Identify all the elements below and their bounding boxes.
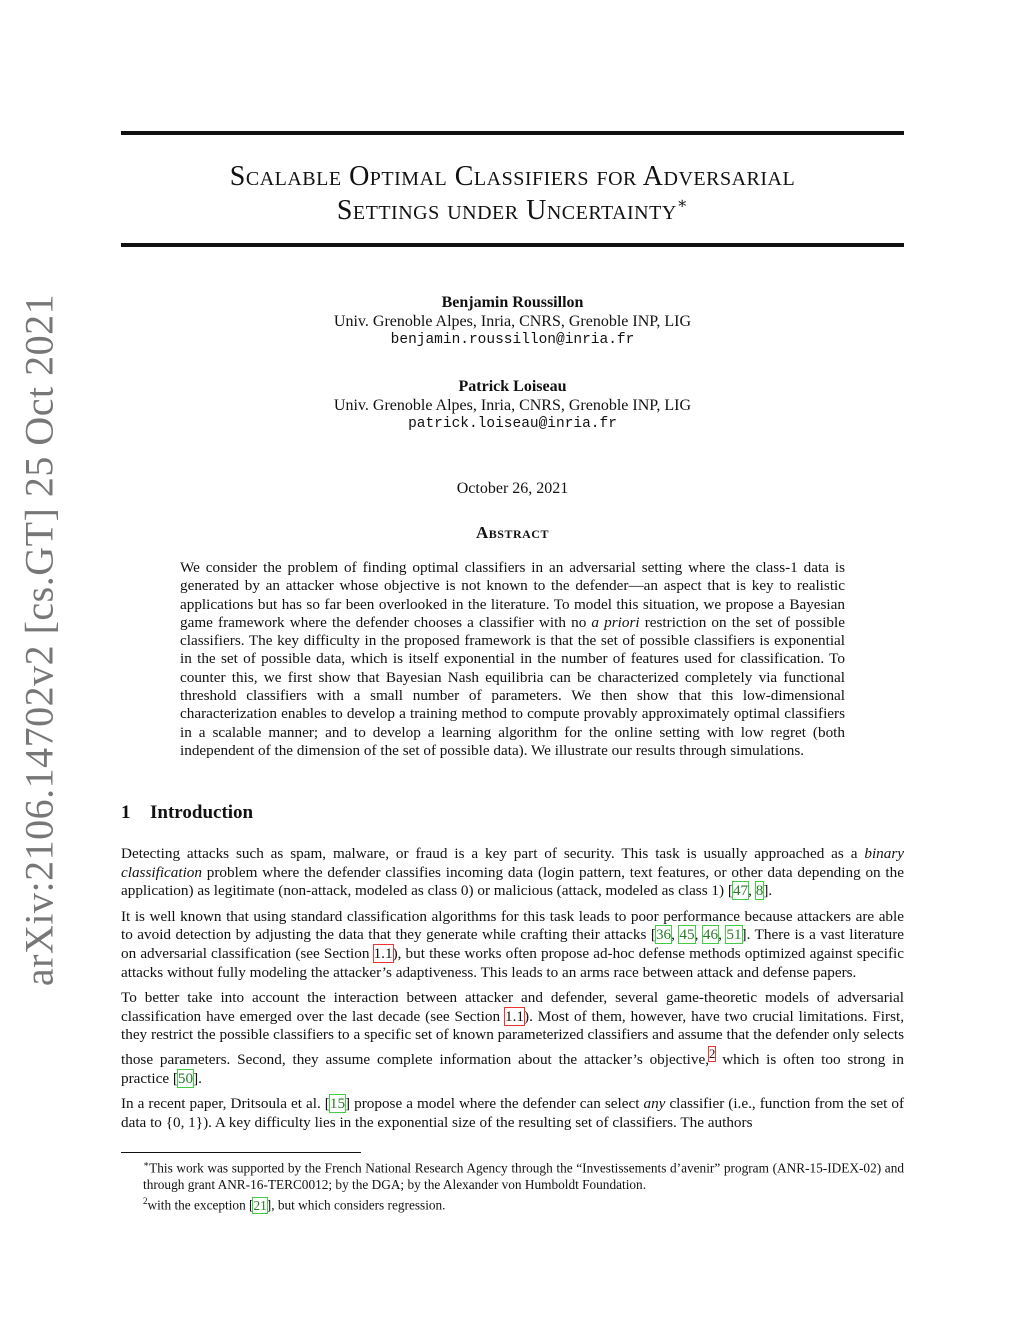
text-run: classifier (i.e., function from the set of data to {0, 1}). A key difficulty lies in the exponential size of the resulting set of classifiers. The authors (121, 1095, 904, 1131)
title-line-1: Scalable Optimal Classifiers for Adversarial (229, 161, 796, 192)
footnote-mark: 2 (143, 1196, 148, 1207)
footnote-rule (121, 1152, 361, 1153)
author-name: Patrick Loiseau (458, 378, 567, 395)
text-emphasis: any (643, 1095, 666, 1113)
abstract-emphasis: a priori (591, 613, 640, 631)
author-affiliation: Univ. Grenoble Alpes, Inria, CNRS, Grenoble INP, LIG (333, 313, 692, 330)
text-run: ]. (193, 1069, 202, 1087)
text-run: ), but these works often propose ad-hoc defense methods optimized against specific attacks without fully modeling the attacker’s adaptiveness. This leads to an arms race between attack and defense papers. (121, 944, 904, 981)
section-heading (121, 802, 904, 824)
author-name: Benjamin Roussillon (441, 294, 584, 311)
text-run: problem where the defender classifies incoming data (login pattern, text features, or other data depending on the application) as legitimate (non-attack, modeled as class 0) or malicious (attack, modeled as class 1) [ (121, 863, 904, 900)
section-reference-link[interactable]: 1.1 (373, 944, 393, 962)
footnote-text: ], but which considers regression. (266, 1197, 446, 1213)
paragraph-2: It is well known that using standard classification algorithms for this task leads to poor performance because attackers are able to avoid detection by adjusting the data that they generate while crafting their attacks [36, 45, 46, 51]. There is a vast literature on adversarial classification (see Section 1.1), but these works often propose ad-hoc defense methods optimized against specific attacks without fully modeling the attacker’s adaptiveness. This leads to an arms race between attack and defense papers. (121, 907, 905, 981)
citation-link[interactable]: 51 (726, 926, 742, 944)
footnote-text: This work was supported by the French National Research Agency through the “Investissements d’avenir” program (ANR-15-IDEX-02) and through grant ANR-16-TERC0012; by the DGA; by the Alexander von Humboldt Foundation. (143, 1160, 904, 1193)
footnote-link[interactable]: 2 (709, 1046, 716, 1061)
footnote-text: with the exception [ (147, 1197, 254, 1213)
author-email: benjamin.roussillon@inria.fr (390, 332, 635, 348)
author-block-2 (121, 377, 904, 434)
text-run: ]. There is a vast literature on adversarial classification (see Section (121, 926, 905, 962)
author-email: patrick.loiseau@inria.fr (408, 416, 617, 432)
text-run: ). Most of them, however, have two crucial limitations. First, they restrict the possible classifiers to a specific set of known parameterized classifiers and assume that the defender only selects those parameters. Second, they assume complete information about the attacker’s objective, (121, 1007, 905, 1068)
section-reference-link[interactable]: 1.1 (505, 1007, 525, 1025)
title-footnote-mark: ∗ (676, 195, 689, 213)
title-line-2 (121, 194, 904, 228)
text-run: It is well known that using standard classification algorithms for this task leads to poor performance because attackers are able to avoid detection by adjusting the data that they generate while crafting their attacks [ (121, 907, 904, 944)
abstract-part-2: restriction on the set of possible classifiers. The key difficulty in the proposed framework is that the set of possible classifiers is exponential in the set of possible data, which is itself exponential in the number of features used for classification. To counter this, we first show that Bayesian Nash equilibria can be characterized completely via functional threshold classifiers with a small number of parameters. We then show that this low-dimensional characterization enables to develop a training method to compute provably approximately optimal classifiers in a scalable manner; and to develop a learning algorithm for the online setting with low regret (both independent of the dimension of the set of possible data). We illustrate our results through simulations. (180, 613, 845, 759)
title-rule-bottom (121, 243, 904, 247)
abstract-part-1: We consider the problem of finding optimal classifiers in an adversarial setting where the class-1 data is generated by an attacker whose objective is not known to the defender—an aspect that is key to realistic applications but has so far been overlooked in the literature. To model this situation, we propose a Bayesian game framework where the defender chooses a classifier with no (180, 559, 845, 631)
section-title: Introduction (150, 802, 254, 823)
arxiv-identifier: arXiv:2106.14702v2 [cs.GT] 25 Oct 2021 (16, 293, 62, 987)
text-run: Detecting attacks such as spam, malware, or fraud is a key part of security. This task is usually approached as a (121, 845, 865, 862)
paper-date: October 26, 2021 (456, 480, 569, 497)
paragraph-1: Detecting attacks such as spam, malware, or fraud is a key part of security. This task is usually approached as a binary classification problem where the defender classifies incoming data (login pattern, text features, or other data depending on the application) as legitimate (non-attack, modeled as class 0) or malicious (attack, modeled as class 1) [47, 8]. (121, 845, 904, 900)
text-run: ] propose a model where the defender can select (345, 1095, 644, 1113)
citation-link[interactable]: 50 (177, 1069, 194, 1087)
author-block-1 (121, 293, 904, 350)
text-run: which is often too strong in practice [ (121, 1051, 904, 1087)
text-run: To better take into account the interaction between attacker and defender, several game-theoretic models of adversarial classification have emerged over the last decade (see Section (121, 989, 904, 1025)
paragraph-3 (121, 989, 904, 1088)
arxiv-side-stamp (0, 293, 78, 987)
footnote-mark: ∗ (143, 1159, 150, 1169)
footnotes (121, 1156, 904, 1214)
text-run: In a recent paper, Dritsoula et al. [ (121, 1095, 330, 1113)
body-text (121, 845, 904, 1139)
citation-link[interactable]: 15 (329, 1095, 346, 1113)
author-affiliation: Univ. Grenoble Alpes, Inria, CNRS, Grenoble INP, LIG (333, 397, 692, 414)
title-line-2-text: Settings under Uncertainty (336, 195, 677, 226)
abstract-text (180, 559, 845, 760)
abstract-heading: Abstract (476, 523, 549, 542)
citation-link[interactable]: 36 (655, 926, 672, 944)
paper-title (121, 160, 904, 228)
title-rule-top (121, 131, 904, 135)
paragraph-4 (121, 1095, 904, 1132)
citation-link[interactable]: 45 (679, 926, 695, 944)
citation-link[interactable]: 21 (253, 1197, 267, 1213)
text-run: ]. (763, 882, 773, 900)
text-emphasis: binary classification (121, 845, 904, 881)
citation-link[interactable]: 8 (755, 882, 764, 900)
footnote-1 (121, 1156, 904, 1193)
citation-link[interactable]: 46 (702, 926, 719, 944)
section-number: 1 (121, 802, 131, 823)
footnote-2 (121, 1193, 904, 1213)
citation-link[interactable]: 47 (732, 882, 749, 900)
